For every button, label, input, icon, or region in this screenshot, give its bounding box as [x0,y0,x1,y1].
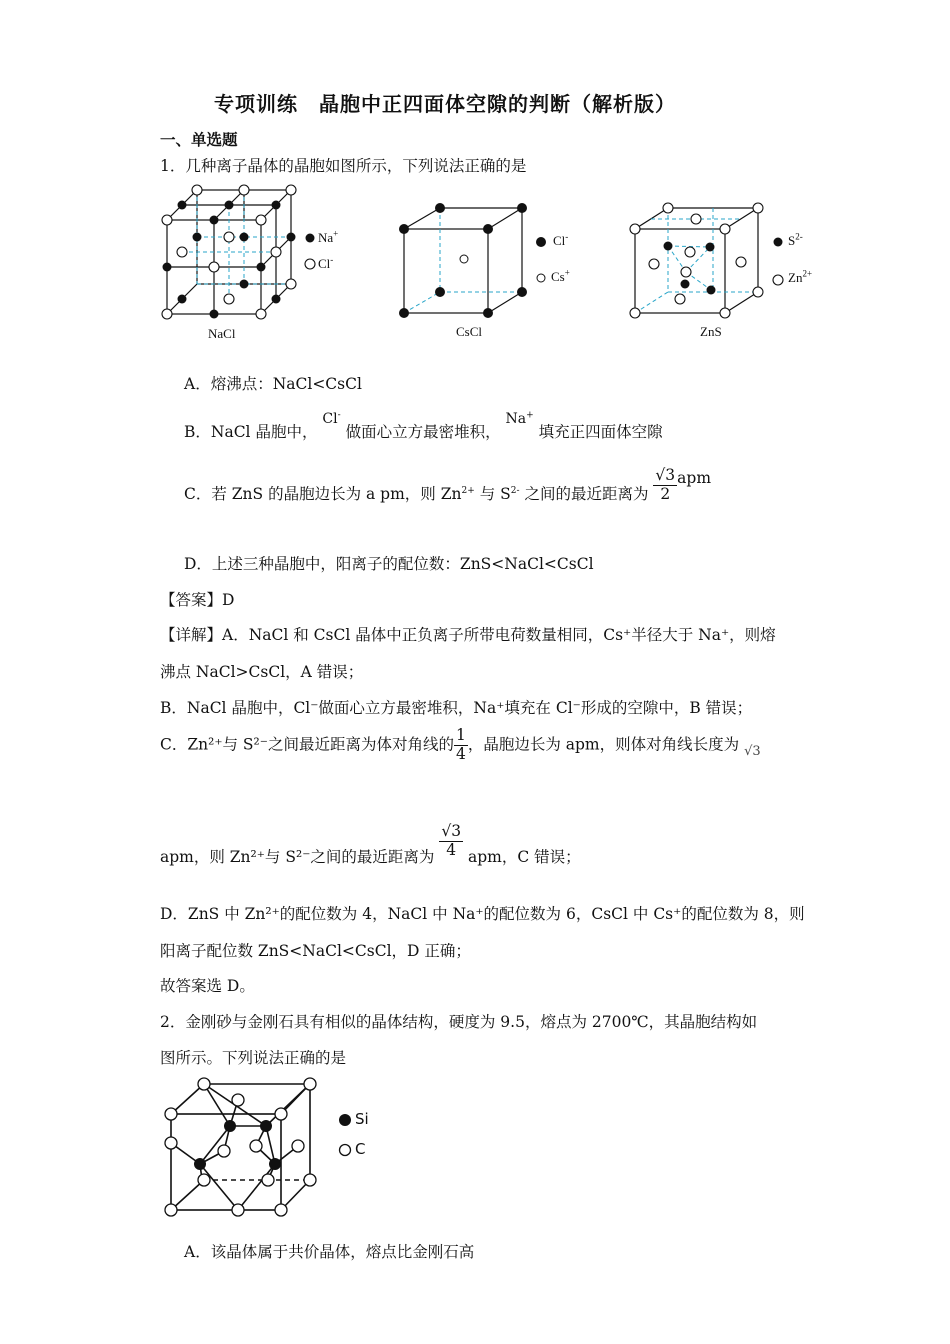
q1-option-b: B．NaCl 晶胞中， Cl- 做面心立方最密堆积， Na+ 填充正四面体空隙 [184,410,663,441]
nacl-legend-open: Cl- [318,254,334,271]
q1-option-c: C．若 ZnS 的晶胞边长为 a pm，则 $Zn^{2+}$ 与 $S^{2-}$ 之间的最近距离为 $\frac{√3}{2}$ apm [184,465,712,503]
cscl-caption: CsCl [456,324,483,339]
zns-cell-figure [628,202,828,332]
q2-stem-line2: 图所示。下列说法正确的是 [160,1049,347,1067]
sic-legend-open: C [355,1140,366,1158]
q2-stem-line1: 2．金刚砂与金刚石具有相似的晶体结构，硬度为 9.5，熔点为 2700℃，其晶胞结构如 [160,1013,758,1031]
sic-legend-filled: Si [355,1110,369,1128]
cscl-legend-filled: Cl- [553,231,569,248]
q2-option-a: A．该晶体属于共价晶体，熔点比金刚石高 [184,1243,475,1261]
page-title: 专项训练 晶胞中正四面体空隙的判断（解析版） [214,92,676,116]
q1-option-d: D．上述三种晶胞中，阳离子的配位数：ZnS<NaCl<CsCl [184,555,594,573]
explain-a-line1: 【详解】A．NaCl 和 CsCl 晶体中正负离子所带电荷数量相同，Cs⁺半径大于 Na⁺，则熔 [160,626,776,644]
q1-answer: 【答案】D [160,591,235,609]
explain-c-line1: C．Zn²⁺与 S²⁻之间最近距离为体对角线的 $\frac{1}{4}$ ，晶胞边长为 apm，则体对角线长度为 $_{√3}$ [160,726,761,763]
q1-option-a: A．熔沸点：NaCl<CsCl [184,375,362,393]
zns-caption: ZnS [700,324,722,339]
explain-b-line: B．NaCl 晶胞中，Cl⁻做面心立方最密堆积，Na⁺填充在 Cl⁻形成的空隙中，B 错误； [160,699,753,717]
zns-legend-filled: $S^{2-}$ [788,231,803,248]
explain-d-line1: D．ZnS 中 Zn²⁺的配位数为 4，NaCl 中 Na⁺的配位数为 6，CsCl 中 Cs⁺的配位数为 8，则 [160,905,805,923]
cscl-cell-figure [398,202,598,322]
q1-option-c-fraction: $\frac{√3}{2}$ [655,465,676,503]
zns-legend-open: $Zn^{2+}$ [788,268,813,285]
explain-a-line2: 沸点 NaCl>CsCl，A 错误； [160,663,364,681]
explain-c-line2: apm，则 Zn²⁺与 S²⁻之间的最近距离为 $\frac{√3}{4}$ apm，C 错误； [160,821,581,866]
cscl-legend-open: Cs+ [551,267,570,284]
q1-stem: 1．几种离子晶体的晶胞如图所示，下列说法正确的是 [160,157,527,175]
explain-d-line2: 阳离子配位数 ZnS<NaCl<CsCl，D 正确； [160,942,471,960]
nacl-legend-filled: Na+ [318,228,339,245]
section-heading: 一、单选题 [160,130,238,149]
explain-conclusion: 故答案选 D。 [160,977,255,995]
nacl-caption: NaCl [208,326,236,341]
